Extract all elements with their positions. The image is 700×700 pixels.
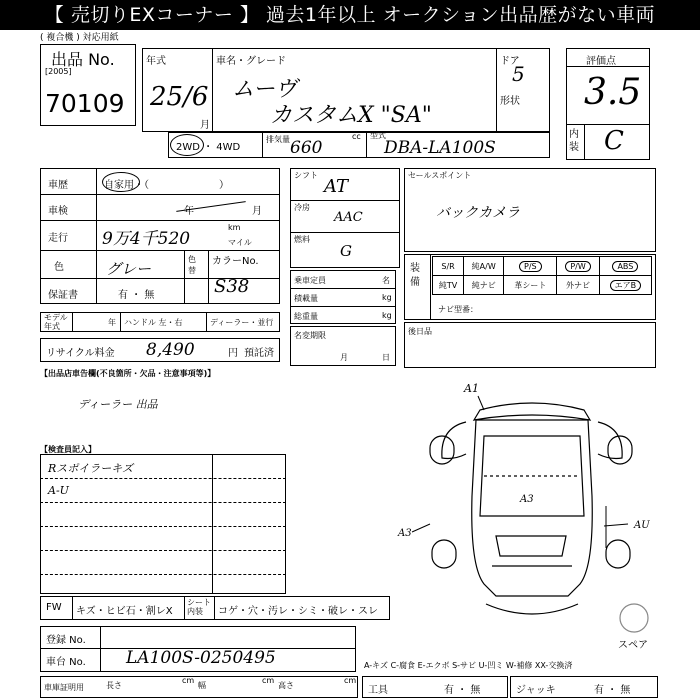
- equipment-item-label: ABS: [612, 261, 638, 272]
- year-label: 年式: [146, 56, 166, 67]
- recycle-deposit: 預託済: [244, 348, 274, 359]
- equipment-table: [432, 256, 652, 295]
- inspection-month-unit: 月: [252, 206, 262, 217]
- score-value: 3.5: [584, 72, 642, 113]
- mileage-mile: マイル: [228, 238, 252, 247]
- equipment-item-label: 革シート: [514, 280, 547, 290]
- equipment-item: [464, 257, 504, 276]
- banner-title: 【 売切りEXコーナー 】 過去1年以上 オークション出品歴がない車両: [0, 0, 700, 30]
- equipment-item: [433, 276, 464, 295]
- shift-value: AT: [324, 176, 349, 197]
- fuel-label: 燃料: [294, 235, 310, 244]
- mileage-km: km: [228, 223, 241, 232]
- seller-notes-label: 【出品店車告欄(不良箇所・欠品・注意事項等)】: [40, 369, 216, 378]
- doors-label: ドア: [500, 56, 520, 67]
- equipment-item-label: 外ナビ: [566, 280, 591, 290]
- model-grade: カスタムX "SA": [270, 103, 432, 128]
- registration-label: 登録 No.: [46, 635, 86, 646]
- load-label: 積載量: [294, 294, 318, 303]
- recycle-unit: 円: [228, 348, 238, 359]
- equipment-item: [464, 276, 504, 295]
- color-code-label: カラーNo.: [212, 256, 259, 267]
- tools-value: 有 ・ 無: [444, 685, 481, 696]
- sales-point-value: バックカメラ: [436, 205, 520, 221]
- color-change: 色替: [188, 255, 196, 275]
- jack-label: ジャッキ: [516, 685, 556, 696]
- code-legend: A-キズ C-腐食 E-エクボ S-サビ U-凹ミ W-補修 XX-交換済: [364, 661, 573, 670]
- sales-point-label: セールスポイント: [408, 171, 472, 180]
- certificate-label: 車庫証明用: [44, 683, 84, 692]
- name-change-label: 名変期限: [294, 331, 326, 340]
- later-items-box: [404, 322, 656, 368]
- drive-circle: [170, 134, 204, 156]
- gross-label: 総重量: [294, 312, 318, 321]
- equipment-item-label: P/S: [519, 261, 542, 272]
- recycle-value: 8,490: [146, 340, 195, 360]
- lot-box: [40, 44, 136, 126]
- drive-label: 2WD ・ 4WD: [176, 142, 241, 153]
- warranty-label: 保証書: [48, 290, 78, 301]
- lot-stamp: [2005]: [45, 67, 72, 76]
- color-value: グレー: [106, 260, 152, 278]
- equipment-item: [504, 276, 557, 295]
- doors-value: 5: [512, 62, 525, 86]
- inspector-line-2: A-U: [48, 484, 69, 497]
- model-name: ムーヴ: [232, 77, 297, 102]
- cert-unit-2: cm: [262, 676, 275, 685]
- capacity-label: 乗車定員: [294, 276, 326, 285]
- year-unit: 月: [200, 120, 210, 131]
- chassis-value: LA100S-0250495: [126, 648, 276, 668]
- inspector-line-1: Rスポイラーキズ: [48, 462, 134, 475]
- jack-value: 有 ・ 無: [594, 685, 631, 696]
- displacement-unit: cc: [352, 132, 361, 141]
- history-circle: [102, 172, 140, 192]
- equipment-item-label: エアB: [610, 280, 642, 291]
- diagram-label-a1: A1: [464, 382, 479, 395]
- equipment-item-label: P/W: [565, 261, 590, 272]
- equipment-item-label: S/R: [441, 261, 455, 271]
- warranty-value: 有 ・ 無: [118, 290, 155, 301]
- history-label: 車歴: [48, 180, 68, 191]
- legend-sheet-items: コゲ・穴・汚レ・シミ・破レ・スレ: [218, 606, 378, 617]
- cert-dim-width: 幅: [198, 681, 206, 690]
- displacement-label: 排気量: [266, 135, 290, 144]
- year-value: 25/6: [150, 82, 209, 112]
- mileage-label: 走行: [48, 233, 68, 244]
- diagram-label-a3-center: A3: [520, 494, 534, 505]
- diagram-label-au: AU: [634, 520, 650, 531]
- equipment-item: [557, 257, 599, 276]
- name-change-day: 日: [382, 353, 390, 362]
- header-note: ( 複合機 ) 対応用紙: [40, 33, 119, 43]
- legend-fw-items: キズ・ヒビ石・割レX: [76, 606, 173, 617]
- spare-label: スペア: [618, 640, 648, 651]
- fuel-value: G: [340, 242, 352, 260]
- color-label: 色: [54, 262, 64, 273]
- model-code-value: DBA-LA100S: [384, 138, 496, 158]
- aircon-value: AAC: [334, 210, 363, 225]
- interior-value: C: [604, 126, 624, 156]
- later-items-label: 後日品: [408, 327, 432, 336]
- inspection-label: 車検: [48, 206, 68, 217]
- lot-number: 70109: [45, 89, 125, 118]
- inspector-label: 【検査員記入】: [40, 445, 96, 454]
- navi-label: ナビ型番：: [438, 305, 478, 314]
- score-label: 評価点: [586, 56, 616, 67]
- lot-label: 出品 No.: [51, 50, 115, 69]
- shape-label: 形状: [500, 96, 520, 107]
- diagram-label-a3-left: A3: [398, 528, 412, 539]
- model-label: 車名・グレード: [216, 56, 286, 67]
- model-code-label: 型式: [370, 131, 386, 140]
- load-unit: kg: [382, 293, 392, 302]
- equipment-label: 装備: [410, 263, 420, 288]
- cert-unit-1: cm: [182, 676, 195, 685]
- displacement-value: 660: [290, 138, 323, 158]
- shift-label: シフト: [294, 171, 318, 180]
- equipment-item: [599, 276, 651, 295]
- model-year-label: モデル年式: [44, 313, 68, 331]
- inspection-year-unit: 年: [184, 206, 194, 217]
- capacity-unit: 名: [382, 276, 390, 285]
- history-value: 自家用・（ ）: [104, 180, 229, 191]
- cert-dim-length: 長さ: [106, 681, 122, 690]
- gross-unit: kg: [382, 311, 392, 320]
- chassis-label: 車台 No.: [46, 657, 86, 668]
- car-diagram: [396, 376, 666, 646]
- interior-label: 内装: [569, 129, 579, 153]
- equipment-item: [557, 276, 599, 295]
- name-change-month: 月: [340, 353, 348, 362]
- model-year-unit: 年: [108, 318, 116, 327]
- tools-label: 工具: [368, 685, 388, 696]
- equipment-item-label: 純TV: [438, 280, 458, 290]
- mileage-value: 9万4千520: [102, 229, 191, 249]
- aircon-label: 冷房: [294, 203, 310, 212]
- cert-dim-height: 高さ: [278, 681, 294, 690]
- equipment-item-label: 純ナビ: [471, 280, 496, 290]
- legend-fw: FW: [46, 602, 62, 613]
- equipment-item-label: 純A/W: [471, 261, 496, 271]
- cert-unit-3: cm: [344, 676, 357, 685]
- equipment-item: [433, 257, 464, 276]
- color-code-value: S38: [214, 276, 250, 297]
- handle-label: ハンドル 左・右: [124, 318, 183, 327]
- legend-sheet: シート内装: [187, 598, 211, 616]
- seller-notes-value: ディーラー 出品: [78, 398, 158, 411]
- dealer-label: ディーラー・並行: [210, 318, 274, 327]
- recycle-label: リサイクル料金: [46, 348, 115, 359]
- equipment-item: [504, 257, 557, 276]
- equipment-item: [599, 257, 651, 276]
